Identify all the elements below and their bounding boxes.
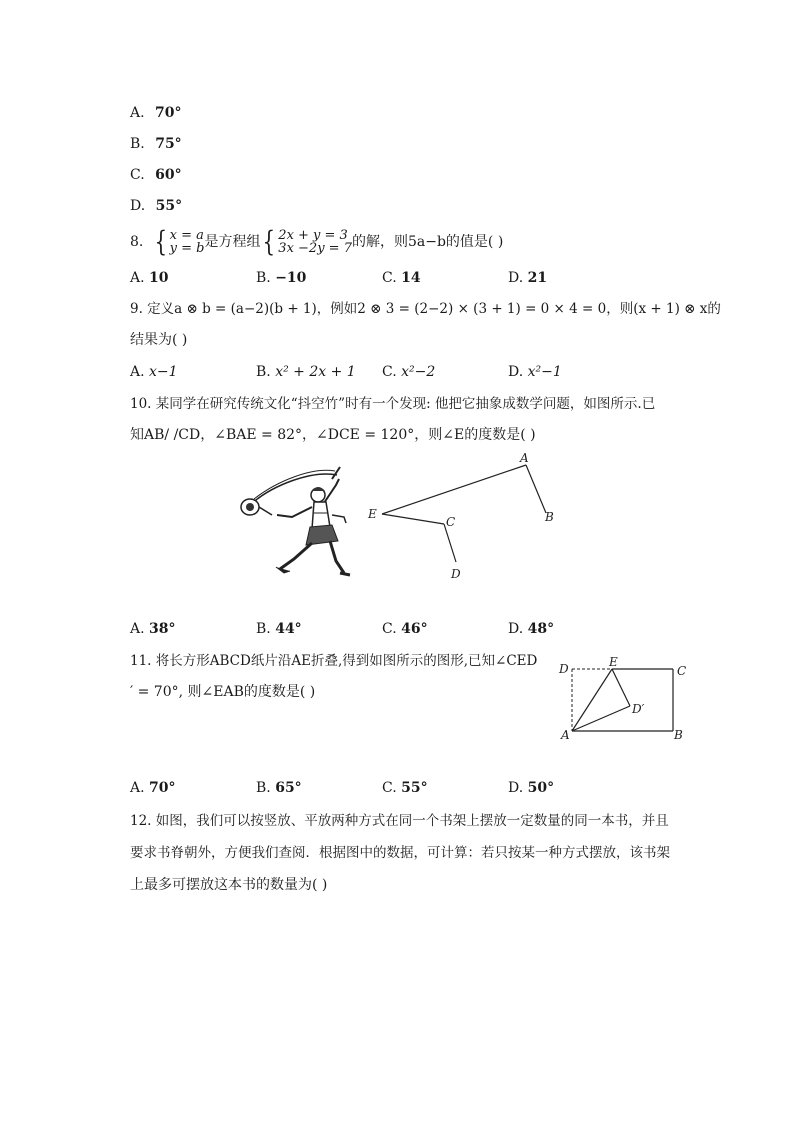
question-10-line2: 知AB/ /CD，∠BAE = 82°，∠DCE = 120°，则∠E的度数是( ) — [130, 427, 536, 443]
diabolo-player-illustration — [232, 455, 362, 583]
option-b: B. 75° — [130, 136, 182, 152]
label-a: A — [561, 728, 570, 742]
option-d: D. 48° — [508, 621, 555, 637]
question-8: 8. { x = a y = b是方程组{ 2x + y = 3 3x −2y = 7的解，则5a−b的值是( ) — [130, 225, 504, 258]
label-b: B — [674, 728, 683, 742]
option-d: D. 55° — [130, 198, 183, 214]
label-d-prime: D′ — [632, 702, 645, 716]
label-d: D — [559, 662, 569, 676]
label-d: D — [451, 567, 461, 581]
left-brace: { — [154, 225, 167, 258]
label-a: A — [520, 451, 529, 465]
label-e: E — [368, 507, 377, 521]
option-a: A. 38° — [130, 621, 176, 637]
geometry-figure-q10 — [364, 450, 564, 585]
segment-ea — [382, 465, 526, 514]
option-a: A. 70° — [130, 105, 182, 121]
option-c: C. 14 — [382, 270, 421, 286]
left-brace: { — [263, 225, 276, 258]
system-2: 2x + y = 3 3x −2y = 7 — [278, 228, 352, 256]
label-c: C — [677, 664, 687, 678]
question-12-line3: 上最多可摆放这本书的数量为( ) — [130, 877, 328, 893]
option-c: C. x²−2 — [382, 364, 436, 380]
segment-ab — [526, 465, 546, 513]
option-b: B. 44° — [256, 621, 302, 637]
option-a: A. 10 — [130, 270, 169, 286]
option-c: C. 46° — [382, 621, 428, 637]
option-c: C. 60° — [130, 167, 182, 183]
question-9-line2: 结果为( ) — [130, 332, 188, 348]
question-10-line1: 10. 某同学在研究传统文化“抖空竹”时有一个发现: 他把它抽象成数学问题，如图所示.已 — [130, 396, 656, 412]
label-b: B — [545, 510, 554, 524]
question-11-line2: ′ = 70°, 则∠EAB的度数是( ) — [130, 684, 316, 700]
question-11-line1: 11. 将长方形ABCD纸片沿AE折叠,得到如图所示的图形,已知∠CED — [130, 653, 538, 669]
option-a: A. 70° — [130, 780, 176, 796]
option-b: B. −10 — [256, 270, 307, 286]
option-d: D. x²−1 — [508, 364, 562, 380]
system-1: x = a y = b — [169, 228, 205, 256]
option-c: C. 55° — [382, 780, 428, 796]
question-9-line1: 9. 定义a ⊗ b = (a−2)(b + 1)，例如2 ⊗ 3 = (2−2) × (3 + 1) = 0 × 4 = 0，则(x + 1) ⊗ x的 — [130, 301, 721, 317]
option-a: A. x−1 — [130, 364, 178, 380]
segment-ec — [382, 514, 444, 524]
option-d: D. 50° — [508, 780, 555, 796]
geometry-figure-q11 — [556, 655, 696, 743]
segment-cd — [444, 524, 456, 562]
option-d: D. 21 — [508, 270, 548, 286]
option-b: B. x² + 2x + 1 — [256, 364, 356, 380]
question-12-line2: 要求书脊朝外，方便我们查阅．根据图中的数据，可计算：若只按某一种方式摆放，该书架 — [130, 845, 670, 861]
option-b: B. 65° — [256, 780, 302, 796]
label-e: E — [609, 655, 618, 669]
label-c: C — [446, 515, 456, 529]
question-12-line1: 12. 如图，我们可以按竖放、平放两种方式在同一个书架上摆放一定数量的同一本书，并且 — [130, 813, 669, 829]
